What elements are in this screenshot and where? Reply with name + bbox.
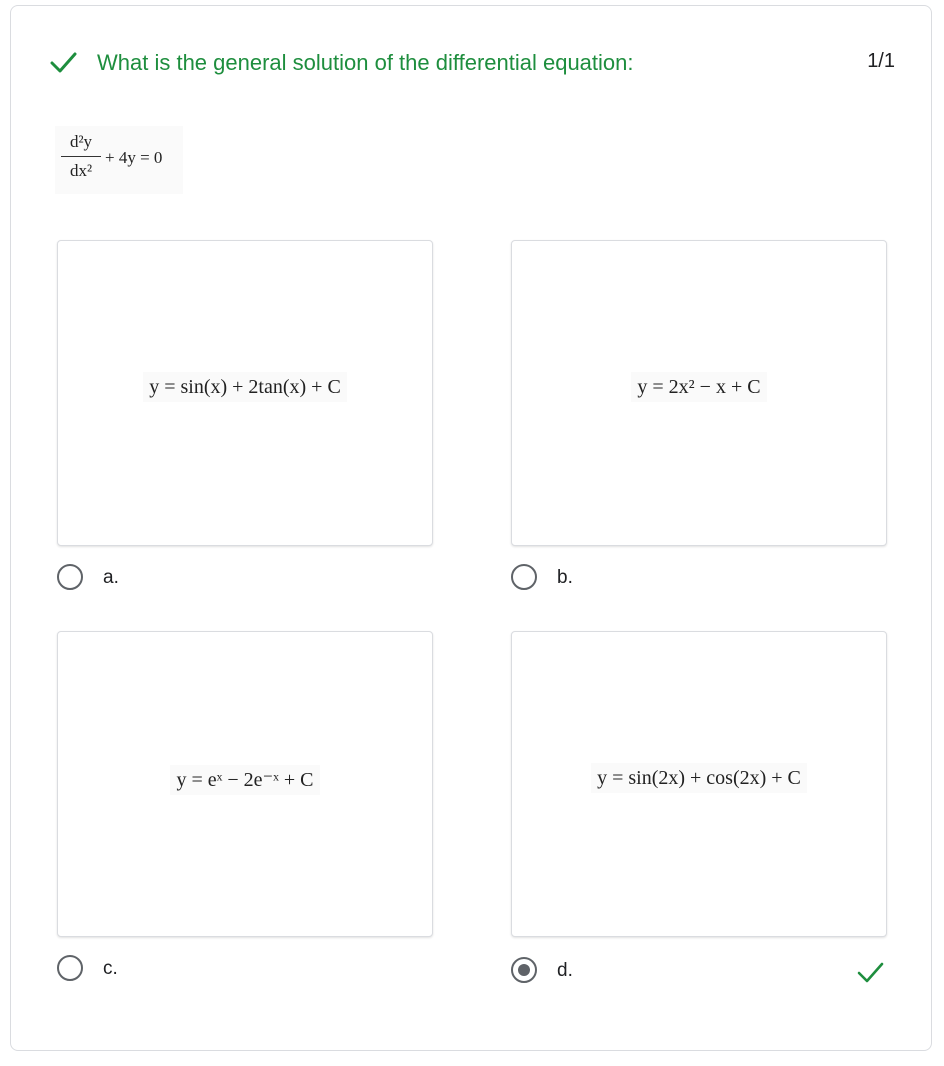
option-b-label: b. bbox=[557, 567, 573, 588]
option-c-row[interactable] bbox=[57, 955, 257, 985]
option-b-formula: y = 2x² − x + C bbox=[631, 372, 766, 402]
question-equation-image bbox=[55, 126, 183, 194]
equation-fraction bbox=[61, 130, 101, 183]
option-c-image-box[interactable] bbox=[57, 631, 433, 937]
option-d-row[interactable] bbox=[511, 957, 711, 987]
option-d-image-box[interactable] bbox=[511, 631, 887, 937]
equation-denominator: dx² bbox=[69, 161, 93, 180]
option-c-label: c. bbox=[103, 958, 118, 979]
check-icon bbox=[855, 957, 885, 987]
option-a-formula: y = sin(x) + 2tan(x) + C bbox=[143, 372, 347, 402]
option-b-radio[interactable] bbox=[511, 564, 537, 590]
option-d-formula: y = sin(2x) + cos(2x) + C bbox=[591, 763, 807, 793]
question-card bbox=[10, 5, 932, 1051]
question-title: What is the general solution of the differential equation: bbox=[97, 50, 634, 75]
check-icon bbox=[49, 48, 77, 76]
option-d-radio[interactable] bbox=[511, 957, 537, 983]
option-b-row[interactable] bbox=[511, 564, 711, 594]
equation-rest: + 4y = 0 bbox=[105, 148, 163, 167]
question-score: 1/1 bbox=[867, 50, 895, 72]
equation-numerator: d²y bbox=[69, 132, 93, 151]
option-a-label: a. bbox=[103, 567, 119, 588]
option-d-label: d. bbox=[557, 960, 573, 981]
option-b-image-box[interactable] bbox=[511, 240, 887, 546]
option-a-row[interactable] bbox=[57, 564, 257, 594]
question-header bbox=[49, 44, 895, 84]
fraction-bar bbox=[61, 156, 101, 157]
option-c-radio[interactable] bbox=[57, 955, 83, 981]
option-a-image-box[interactable] bbox=[57, 240, 433, 546]
option-a-radio[interactable] bbox=[57, 564, 83, 590]
option-c-formula: y = eˣ − 2e⁻ˣ + C bbox=[170, 765, 319, 795]
